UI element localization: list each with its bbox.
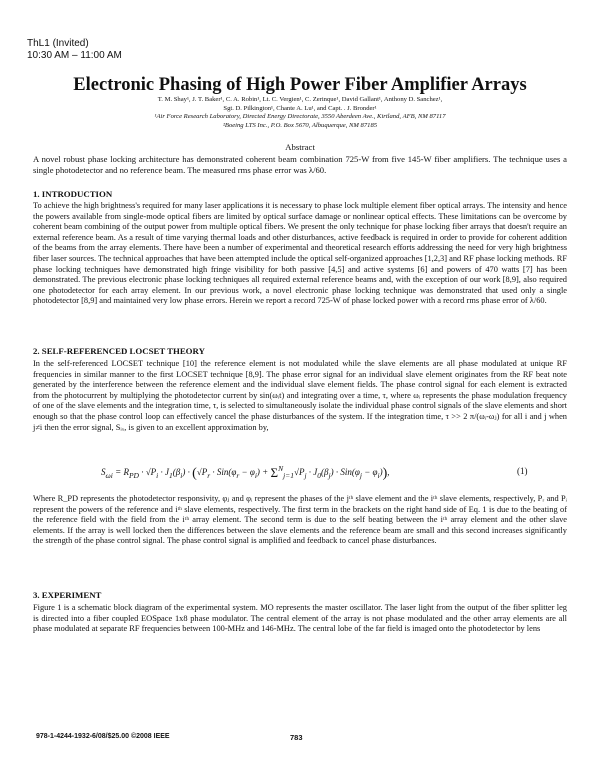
equation-1 xyxy=(33,462,567,486)
author-line: Sgt. D. Pilkington¹, Chante A. Lu¹, and Capt. . J. Bronder¹ xyxy=(223,104,377,112)
section-heading-theory: 2. SELF-REFERENCED LOCSET THEORY xyxy=(33,346,205,356)
session-info xyxy=(27,38,122,62)
session-code: ThL1 (Invited) xyxy=(27,38,89,49)
author-line: T. M. Shay¹, J. T. Baker¹, C. A. Robin¹, Lt. C. Vergien¹, C. Zerinque¹, David Gallant¹, Anthony D. Sanchez¹, xyxy=(157,96,443,103)
paper-title: Electronic Phasing of High Power Fiber Amplifier Arrays xyxy=(73,75,527,95)
section-heading-experiment: 3. EXPERIMENT xyxy=(33,590,102,600)
theory-paragraph-2: Where R_PD represents the photodetector responsivity, φⱼ and φᵢ represent the phases of the jᵗʰ slave element and the iᵗʰ slave elements, respectively, Pᵣ and Pᵢ represent the powers of the reference and iᵗʰ slave elements, respectively. The first term in the brackets on the right hand side of Eq. 1 is due to the beating of the reference field with the field from the iᵗʰ array element. The second term is due to the self beating between the iᵗʰ array element and the other slave elements. If the array is well locked then the differences between the slave elements and the reference beam are small and this second increases significantly the strength of the phase control signal. The phase control signal is amplified and feedback to cancel phase disturbances. xyxy=(33,494,567,546)
session-time: 10:30 AM – 11:00 AM xyxy=(27,50,122,61)
introduction-paragraph: To achieve the high brightness's required for many laser applications it is necessary to phase lock multiple element fiber optical arrays. The intensity and hence the powers available from single-mode optical fibers are limited by optical surface damage or nonlinear optical effects. These limitations can be overcome by coherent beam combining of the output power from multiple optical fibers. We present the only technique for phase locking fiber arrays that doesn't require an external reference beam. As a result of time varying thermal loads and other disturbances, active feedback is required in order to provide for coherent addition of the beams from the array elements. There have been a number of experimental and theoretical research efforts addressing the need for very high brightness fiber laser sources. The technical approaches that have been attempted include the optical self-organized approaches [1,2,3] and RF phase locking methods. RF phase locking techniques have demonstrated high fringe visibility for both passive [4,5] and active systems [6] and powers of 470 watts [7] has been demonstrated. The previous electronic phase locking techniques all required external reference beams and, with the exception of our work [8,9], also required one photodetector for each array element. In our previous work, a novel electronic phase locking technique was demonstrated that used only a single photodetector [8,9] and maintained very low phase errors. Herein we report a record 725-W of phase locked power with a record rms phase error of λ/60. xyxy=(33,201,567,306)
equation-body: $S_{\omega i} = R_{PD} \cdot √P_i \cdot J_1(\beta_i) \cdot (√P_r \cdot Sin(\varphi_r - \varphi_i) + \Sigma^N_{j=1}√P_j \cdot J_0(\beta_j) \cdot Sin(\varphi_j - \varphi_i))$, xyxy=(101,464,390,481)
page-number: 783 xyxy=(290,733,303,742)
author-list xyxy=(60,96,540,113)
copyright-line: 978-1-4244-1932-6/08/$25.00 ©2008 IEEE xyxy=(36,733,170,740)
affiliation-line: ²Boeing LTS Inc., P.O. Box 5670, Albuquerque, NM 87185 xyxy=(222,121,378,129)
theory-paragraph-1: In the self-referenced LOCSET technique [10] the reference element is not modulated while the slave elements are all phase modulated at unique RF frequencies in similar manner to the first LOCSET technique [8,9]. The phase error signal for an individual slave element originates from the RF beat note generated by the interference between the reference element and the individual slave element fields. The phase control signal for each element is extracted from the photocurrent by multiplying the photodetector current by sin(ωᵢt) and integrating over a time, τ, where ωᵢ represents the phase modulation frequency of one of the slave elements and the integration time, τ, is selected to simultaneously isolate the individual phase control signals of the slave elements and short enough so that the phase control loop can effectively cancel the phase disturbances of the system. If the integration time, τ >> 2 π/(ωᵢ-ωⱼ) for all i and j when j≠i then the error signal, Sᵢₓ, is given to an excellent approximation by, xyxy=(33,359,567,432)
abstract-heading: Abstract xyxy=(285,142,315,152)
affiliation-line: ¹Air Force Research Laboratory, Directed Energy Directorate, 3550 Aberdeen Ave., Kirtland, AFB, NM 87117 xyxy=(154,113,446,120)
affiliations xyxy=(60,113,540,130)
abstract-text: A novel robust phase locking architecture has demonstrated coherent beam combination 725-W from five 145-W fiber amplifiers. The technique uses a single photodetector and no reference beam. The measured rms phase error was λ/60. xyxy=(33,154,567,175)
section-heading-introduction: 1. INTRODUCTION xyxy=(33,189,113,199)
equation-number: (1) xyxy=(517,466,528,476)
experiment-paragraph: Figure 1 is a schematic block diagram of the experimental system. MO represents the master oscillator. The laser light from the output of the fiber splitter leg is directed into a fiber coupled EOSpace 1x8 phase modulator. The central element of the array is not phase modulated and the other array elements are all phase modulated at separate RF frequencies between 100-MHz and 146-MHz. The central lobe of the far field is imaged onto the photodetector by lens xyxy=(33,603,567,634)
